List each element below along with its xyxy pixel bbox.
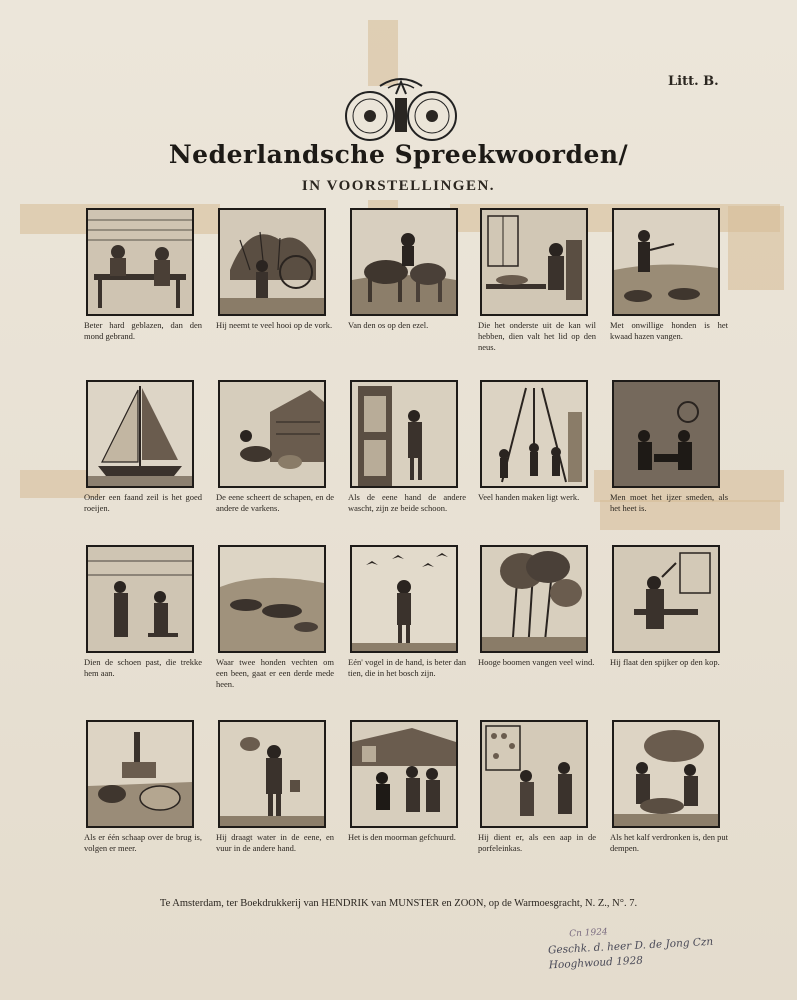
woodcut-illustration	[86, 545, 194, 653]
proverb-cell	[610, 545, 728, 668]
proverb-cell	[348, 208, 466, 331]
woodcut-illustration	[480, 208, 588, 316]
woodcut-illustration	[218, 720, 326, 828]
page-subtitle: IN VOORSTELLINGEN.	[301, 178, 496, 194]
proverb-cell	[348, 380, 466, 514]
proverb-cell	[216, 208, 334, 331]
woodcut-illustration	[350, 720, 458, 828]
proverb-caption: Van den os op den ezel.	[348, 320, 429, 330]
proverb-caption: Veel handen maken ligt werk.	[478, 492, 580, 502]
woodcut-illustration	[480, 545, 588, 653]
proverb-caption: Waar twee honden vechten om een been, gaat er een derde mede heen.	[216, 657, 334, 689]
proverb-cell	[478, 545, 596, 668]
proverb-caption: Eén' vogel in de hand, is beter dan tien, die in het bosch zijn.	[348, 657, 466, 678]
proverb-caption: Hooge boomen vangen veel wind.	[478, 657, 595, 667]
woodcut-illustration	[612, 545, 720, 653]
proverb-caption: Als er één schaap over de brug is, volgen er meer.	[84, 832, 202, 853]
proverb-caption: Hij dient er, als een aap in de porfeleinkas.	[478, 832, 596, 853]
proverb-caption: Beter hard geblazen, dan den mond gebrand.	[84, 320, 202, 341]
note-line: Hooghwoud 1928	[548, 954, 644, 972]
proverb-cell	[610, 720, 728, 854]
woodcut-illustration	[86, 720, 194, 828]
printer-emblem-icon	[340, 72, 462, 144]
woodcut-illustration	[612, 720, 720, 828]
proverb-cell	[478, 720, 596, 854]
proverb-cell	[478, 380, 596, 503]
proverb-cell	[348, 720, 466, 843]
woodcut-illustration	[350, 380, 458, 488]
proverb-cell	[348, 545, 466, 679]
litt-label: Litt. B.	[668, 74, 719, 89]
note-line: Cn 1924	[569, 927, 608, 940]
proverb-cell	[216, 720, 334, 854]
proverb-cell	[84, 208, 202, 342]
proverb-cell	[478, 208, 596, 353]
proverb-cell	[216, 380, 334, 514]
woodcut-illustration	[612, 208, 720, 316]
proverb-caption: Het is den moorman gefchuurd.	[348, 832, 456, 842]
woodcut-illustration	[480, 380, 588, 488]
woodcut-illustration	[218, 545, 326, 653]
printer-imprint: Te Amsterdam, ter Boekdrukkerij van HENDRIK van MUNSTER en ZOON, op de Warmoesgracht, N. Z., N°. 7.	[159, 898, 638, 909]
proverb-caption: Hij neemt te veel hooi op de vork.	[216, 320, 333, 330]
woodcut-illustration	[480, 720, 588, 828]
proverb-cell	[610, 208, 728, 342]
proverb-caption: Onder een faand zeil is het goed roeijen.	[84, 492, 202, 513]
handwritten-note	[547, 920, 719, 974]
proverb-caption: Met onwillige honden is het kwaad hazen vangen.	[610, 320, 728, 341]
proverb-caption: Die het onderste uit de kan wil hebben, dien valt het lid op den neus.	[478, 320, 596, 352]
proverb-caption: Men moet het ijzer smeden, als het heet is.	[610, 492, 728, 513]
woodcut-illustration	[612, 380, 720, 488]
proverb-caption: Dien de schoen past, die trekke hem aan.	[84, 657, 202, 678]
proverb-cell	[216, 545, 334, 690]
woodcut-illustration	[350, 208, 458, 316]
woodcut-illustration	[350, 545, 458, 653]
page-title: Nederlandsche Spreekwoorden/	[168, 140, 629, 169]
tape-mark	[728, 206, 784, 290]
proverb-caption: Hij flaat den spijker op den kop.	[610, 657, 720, 667]
note-line: Geschk. d. heer D. de Jong Czn	[547, 935, 714, 957]
proverb-cell	[84, 380, 202, 514]
woodcut-illustration	[218, 380, 326, 488]
proverb-caption: Als de eene hand de andere wascht, zijn ze beide schoon.	[348, 492, 466, 513]
proverb-cell	[610, 380, 728, 514]
proverb-caption: Hij draagt water in de eene, en vuur in de andere hand.	[216, 832, 334, 853]
proverb-caption: De eene scheert de schapen, en de andere de varkens.	[216, 492, 334, 513]
woodcut-illustration	[86, 208, 194, 316]
proverb-caption: Als het kalf verdronken is, den put dempen.	[610, 832, 728, 853]
woodcut-illustration	[218, 208, 326, 316]
woodcut-illustration	[86, 380, 194, 488]
proverb-cell	[84, 545, 202, 679]
proverb-cell	[84, 720, 202, 854]
